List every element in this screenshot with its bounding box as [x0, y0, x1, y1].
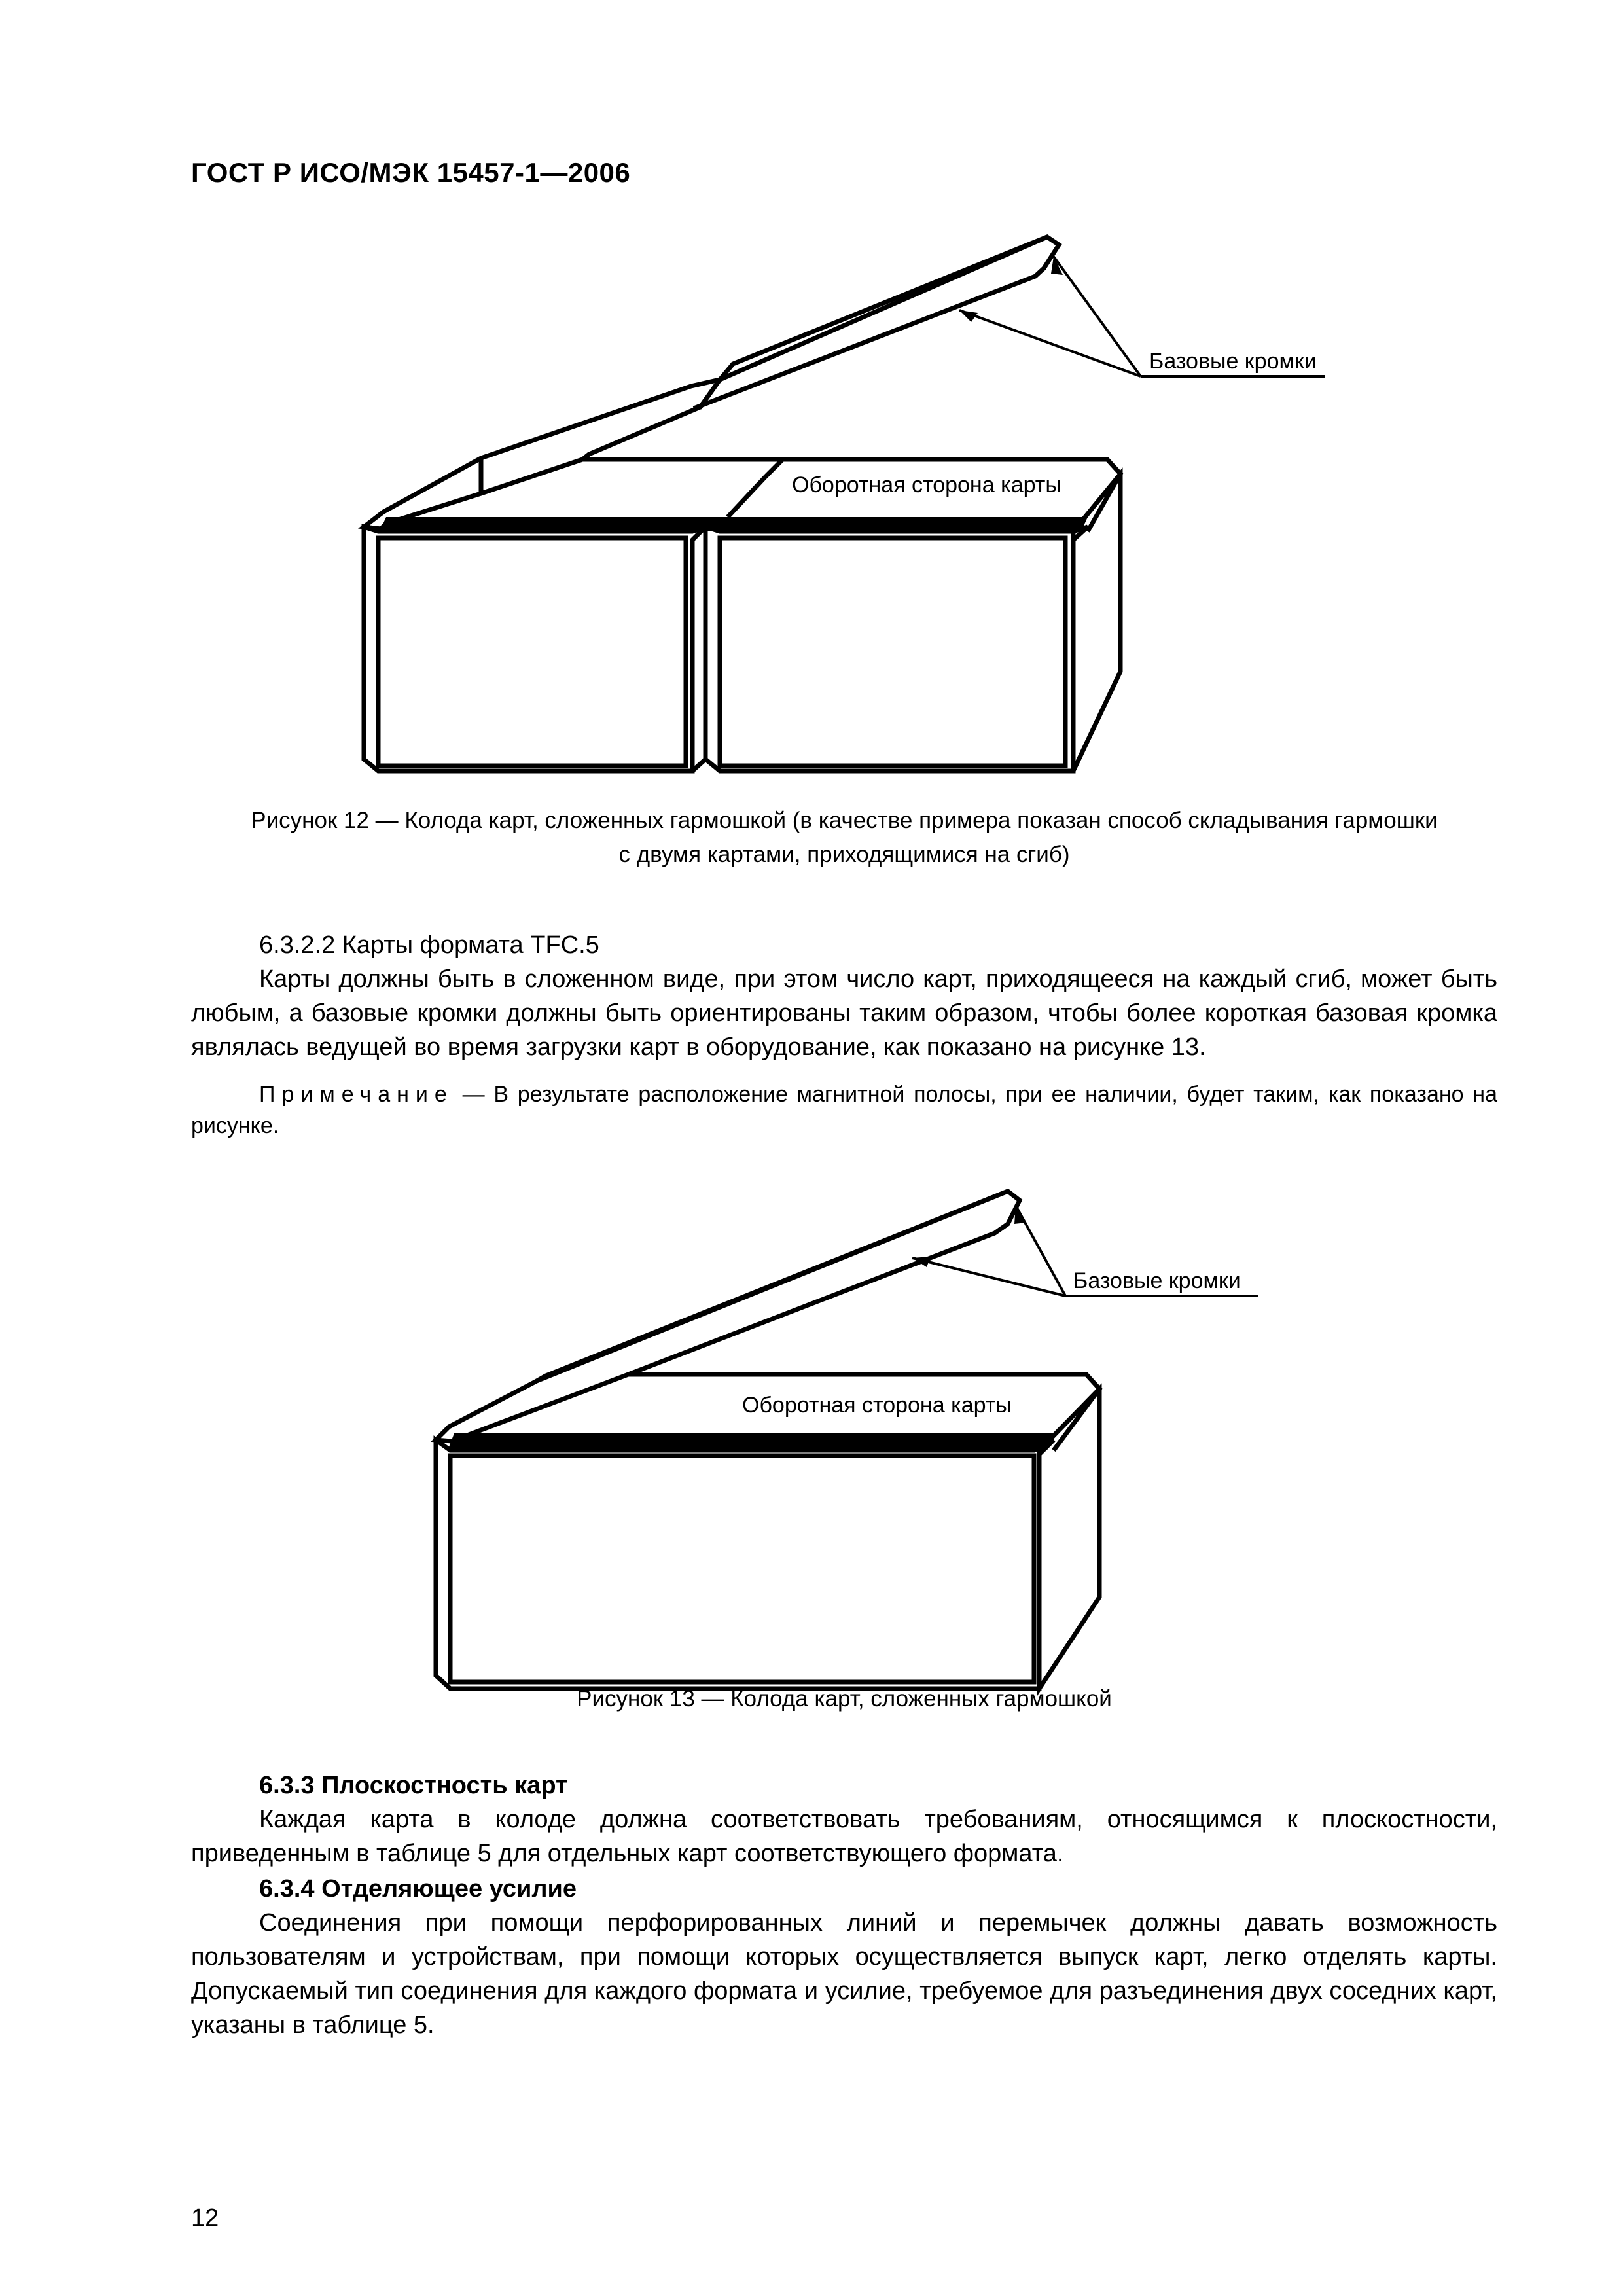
note-paragraph	[191, 1079, 1497, 1141]
figure-13-caption: Рисунок 13 — Колода карт, сложенных гармошкой	[577, 1686, 1112, 1712]
lifted-card-right	[694, 237, 1059, 408]
deck-card-left	[364, 527, 705, 771]
heading-6-3-3: 6.3.3 Плоскостность карт	[259, 1772, 568, 1799]
paragraph-6-3-2-2: Карты должны быть в сложенном виде, при этом число карт, приходящееся на каждый сгиб, может быть любым, а базовые кромки должны быть ориентированы таким образом, чтобы более короткая базовая кромка являлась ведущей во время загрузки карт в оборудование, как показано на рисунке 13.	[191, 965, 1497, 1061]
label-card-back-12: Оборотная сторона карты	[792, 473, 1061, 497]
note-label: Примечание	[259, 1082, 454, 1107]
figure-13-drawing	[0, 1165, 1623, 1708]
deck-card	[436, 1440, 1054, 1689]
paragraph-6-3-4: Соединения при помощи перфорированных линий и перемычек должны давать возможность пользователям и устройствам, при помощи которых осуществляется выпуск карт, легко отделять карты. Допускаемый тип соединения для каждого формата и усилие, требуемое для разъединения двух соседних карт, указаны в таблице 5.	[191, 1909, 1497, 2039]
label-base-edges-13: Базовые кромки	[1073, 1268, 1241, 1293]
deck-card-right	[705, 527, 1088, 771]
lifted-card-left	[364, 380, 720, 529]
note-text: — В результате расположение магнитной полосы, при ее наличии, будет таким, как показано на рисунке.	[191, 1082, 1497, 1138]
heading-6-3-2-2: 6.3.2.2 Карты формата TFC.5	[259, 931, 599, 959]
label-base-edges-12: Базовые кромки	[1149, 349, 1317, 374]
figure-12-caption-line2: с двумя картами, приходящимися на сгиб)	[618, 842, 1070, 867]
figure-12-caption-line1: Рисунок 12 — Колода карт, сложенных гармошкой (в качестве примера показан способ складывания гармошки	[251, 808, 1438, 833]
page-number: 12	[191, 2204, 219, 2232]
document-header: ГОСТ Р ИСО/МЭК 15457-1—2006	[191, 157, 631, 188]
heading-6-3-4: 6.3.4 Отделяющее усилие	[259, 1875, 577, 1903]
label-card-back-13: Оборотная сторона карты	[742, 1393, 1012, 1418]
paragraph-6-3-3: Каждая карта в колоде должна соответствовать требованиям, относящимся к плоскостности, приведенным в таблице 5 для отдельных карт соответствующего формата.	[191, 1806, 1497, 1867]
magnetic-stripe	[448, 1433, 1054, 1450]
figure-12-drawing	[0, 0, 1623, 805]
